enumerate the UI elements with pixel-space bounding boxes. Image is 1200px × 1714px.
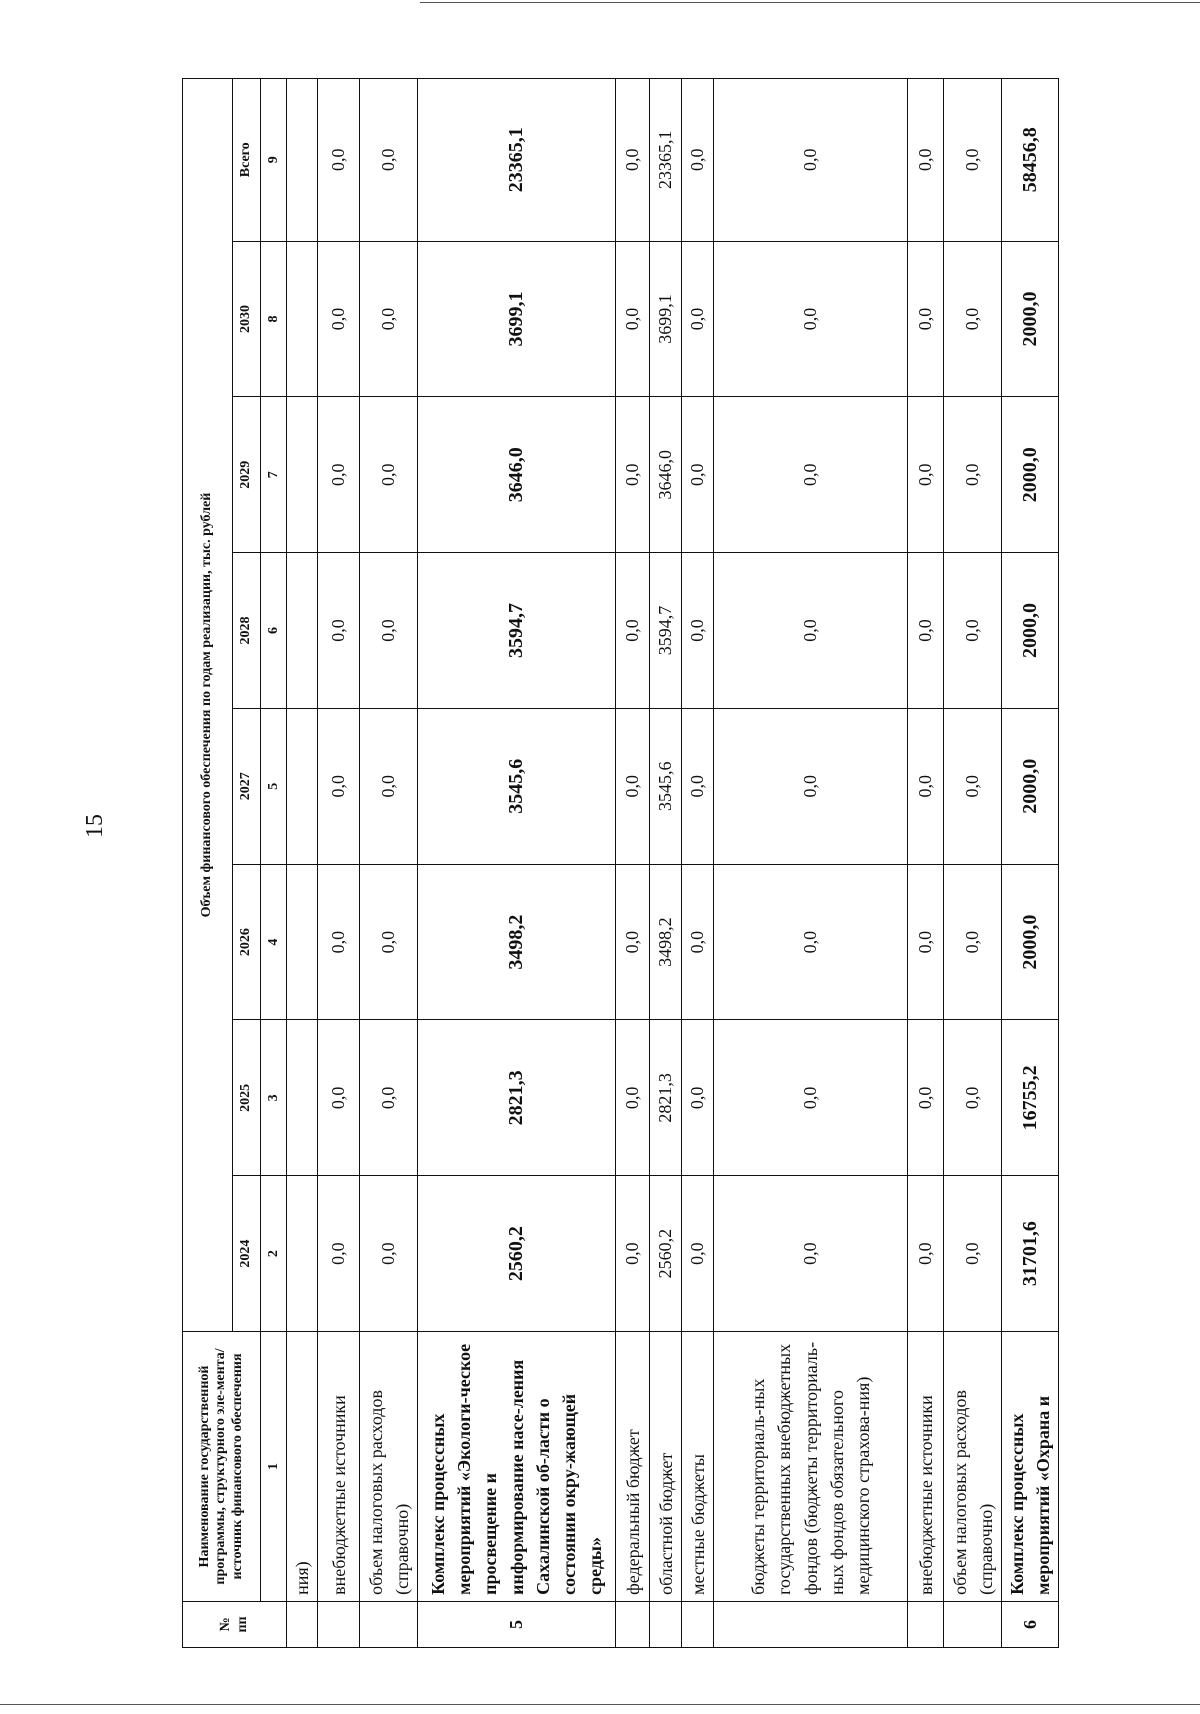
row-name: объем налоговых расходов (справочно)	[944, 1332, 1002, 1602]
header-colnum: 6	[261, 553, 287, 709]
row-number	[650, 1601, 682, 1647]
row-value: 0,0	[616, 708, 650, 864]
header-name: Наименование государственной программы, структурного эле-мента/источник финансового обеспечения	[183, 1332, 261, 1602]
row-value	[287, 708, 318, 864]
header-colnum: 2	[261, 1176, 287, 1332]
row-value: 0,0	[908, 79, 944, 242]
row-value: 0,0	[360, 1176, 418, 1332]
row-value: 0,0	[318, 1020, 360, 1176]
row-value: 23365,1	[650, 79, 682, 242]
row-value: 0,0	[714, 864, 908, 1020]
rotated-table-wrapper	[182, 78, 1059, 1648]
row-value: 58456,8	[1002, 79, 1059, 242]
row-value: 2821,3	[650, 1020, 682, 1176]
row-value: 0,0	[908, 1020, 944, 1176]
table-row	[1002, 79, 1059, 1648]
row-value: 2000,0	[1002, 553, 1059, 709]
row-value: 0,0	[318, 241, 360, 397]
row-name: Комплекс процессных мероприятий «Охрана и	[1002, 1332, 1059, 1602]
table-row	[944, 79, 1002, 1648]
page-number: 15	[82, 814, 108, 838]
row-value: 0,0	[908, 1176, 944, 1332]
row-value: 0,0	[616, 864, 650, 1020]
row-value: 2821,3	[418, 1020, 616, 1176]
table-row	[360, 79, 418, 1648]
header-year: 2030	[233, 241, 261, 397]
row-value: 0,0	[682, 397, 714, 553]
table-row	[908, 79, 944, 1648]
row-value: 2000,0	[1002, 397, 1059, 553]
row-value: 16755,2	[1002, 1020, 1059, 1176]
row-value: 0,0	[616, 397, 650, 553]
table-row	[714, 79, 908, 1648]
row-value: 0,0	[714, 553, 908, 709]
row-value: 3545,6	[418, 708, 616, 864]
header-year: Всего	[233, 79, 261, 242]
header-colnum: 8	[261, 241, 287, 397]
row-value: 0,0	[908, 553, 944, 709]
table-row	[616, 79, 650, 1648]
header-year: 2028	[233, 553, 261, 709]
row-value: 3646,0	[650, 397, 682, 553]
row-value: 0,0	[944, 397, 1002, 553]
row-name: объем налоговых расходов (справочно)	[360, 1332, 418, 1602]
row-value: 0,0	[682, 1176, 714, 1332]
row-value: 0,0	[318, 708, 360, 864]
row-name: внебюджетные источники	[318, 1332, 360, 1602]
row-value: 2000,0	[1002, 241, 1059, 397]
row-name: ния)	[287, 1332, 318, 1602]
header-volume: Объем финансового обеспечения по годам реализации, тыс. рублей	[183, 79, 233, 1332]
row-value: 0,0	[682, 864, 714, 1020]
row-value: 0,0	[318, 864, 360, 1020]
row-value: 0,0	[714, 1020, 908, 1176]
row-value: 0,0	[714, 1176, 908, 1332]
row-number	[944, 1601, 1002, 1647]
row-number	[318, 1601, 360, 1647]
row-value: 0,0	[360, 1020, 418, 1176]
table-row	[650, 79, 682, 1648]
header-colnum: 3	[261, 1020, 287, 1176]
row-value: 0,0	[944, 241, 1002, 397]
row-value: 3545,6	[650, 708, 682, 864]
row-value: 0,0	[682, 79, 714, 242]
row-value: 0,0	[360, 864, 418, 1020]
row-number	[682, 1601, 714, 1647]
row-value	[287, 553, 318, 709]
row-value: 0,0	[616, 1020, 650, 1176]
row-value: 0,0	[944, 1176, 1002, 1332]
row-number	[360, 1601, 418, 1647]
row-value: 0,0	[616, 553, 650, 709]
row-name: Комплекс процессных мероприятий «Экологи-ческое просвещение и информирование насе-ления Сахалинской об-ласти о состоянии окру-жающей среды»	[418, 1332, 616, 1602]
row-value: 0,0	[616, 241, 650, 397]
row-number	[908, 1601, 944, 1647]
row-number	[616, 1601, 650, 1647]
row-value: 0,0	[908, 864, 944, 1020]
row-value: 2560,2	[650, 1176, 682, 1332]
row-value: 2000,0	[1002, 708, 1059, 864]
row-value: 0,0	[714, 397, 908, 553]
row-value: 0,0	[318, 1176, 360, 1332]
row-value: 3699,1	[418, 241, 616, 397]
row-value: 0,0	[714, 241, 908, 397]
row-value: 0,0	[682, 1020, 714, 1176]
row-value: 31701,6	[1002, 1176, 1059, 1332]
row-value: 0,0	[908, 241, 944, 397]
row-name: федеральный бюджет	[616, 1332, 650, 1602]
row-value: 3594,7	[650, 553, 682, 709]
row-value: 3646,0	[418, 397, 616, 553]
row-number	[714, 1601, 908, 1647]
row-value	[287, 864, 318, 1020]
row-name: местные бюджеты	[682, 1332, 714, 1602]
row-value: 2560,2	[418, 1176, 616, 1332]
row-value: 0,0	[616, 79, 650, 242]
row-name: областной бюджет	[650, 1332, 682, 1602]
row-value: 0,0	[944, 553, 1002, 709]
scan-line-bottom	[0, 1704, 1200, 1705]
row-value: 0,0	[944, 79, 1002, 242]
header-year: 2025	[233, 1020, 261, 1176]
row-value: 23365,1	[418, 79, 616, 242]
header-year: 2027	[233, 708, 261, 864]
row-value: 0,0	[714, 79, 908, 242]
row-number	[287, 1601, 318, 1647]
header-no: № пп	[183, 1601, 287, 1647]
table-row	[418, 79, 616, 1648]
row-value: 0,0	[318, 553, 360, 709]
row-value	[287, 397, 318, 553]
scan-line-top	[420, 2, 1200, 3]
row-value: 0,0	[944, 708, 1002, 864]
row-value: 3699,1	[650, 241, 682, 397]
header-year: 2029	[233, 397, 261, 553]
row-value: 2000,0	[1002, 864, 1059, 1020]
row-value: 0,0	[360, 79, 418, 242]
row-value: 0,0	[318, 79, 360, 242]
table-row	[682, 79, 714, 1648]
row-value: 0,0	[944, 1020, 1002, 1176]
row-value: 0,0	[908, 397, 944, 553]
row-number: 6	[1002, 1601, 1059, 1647]
row-value: 0,0	[360, 553, 418, 709]
row-value: 0,0	[360, 397, 418, 553]
row-value	[287, 79, 318, 242]
row-value: 0,0	[714, 708, 908, 864]
row-value: 0,0	[908, 708, 944, 864]
row-value: 0,0	[944, 864, 1002, 1020]
header-year: 2024	[233, 1176, 261, 1332]
header-colnum-row	[261, 79, 287, 1648]
row-value: 0,0	[360, 241, 418, 397]
table-row	[318, 79, 360, 1648]
header-year: 2026	[233, 864, 261, 1020]
row-value: 0,0	[682, 241, 714, 397]
row-name: внебюджетные источники	[908, 1332, 944, 1602]
row-number: 5	[418, 1601, 616, 1647]
header-colnum: 4	[261, 864, 287, 1020]
header-colnum: 5	[261, 708, 287, 864]
header-colnum: 9	[261, 79, 287, 242]
row-value: 3498,2	[418, 864, 616, 1020]
row-value: 0,0	[682, 708, 714, 864]
row-name: бюджеты территориаль-ных государственных внебюджетных фондов (бюджеты территориаль-ных фондов обязательного медицинского страхова-ния)	[714, 1332, 908, 1602]
row-value: 0,0	[318, 397, 360, 553]
row-value	[287, 1020, 318, 1176]
row-value: 0,0	[616, 1176, 650, 1332]
row-value	[287, 1176, 318, 1332]
header-colnum: 7	[261, 397, 287, 553]
row-value: 3594,7	[418, 553, 616, 709]
row-value: 3498,2	[650, 864, 682, 1020]
row-value: 0,0	[360, 708, 418, 864]
header-row	[183, 79, 233, 1648]
row-value: 0,0	[682, 553, 714, 709]
financing-table	[182, 78, 1059, 1648]
header-colnum: 1	[261, 1332, 287, 1602]
table-row	[287, 79, 318, 1648]
row-value	[287, 241, 318, 397]
